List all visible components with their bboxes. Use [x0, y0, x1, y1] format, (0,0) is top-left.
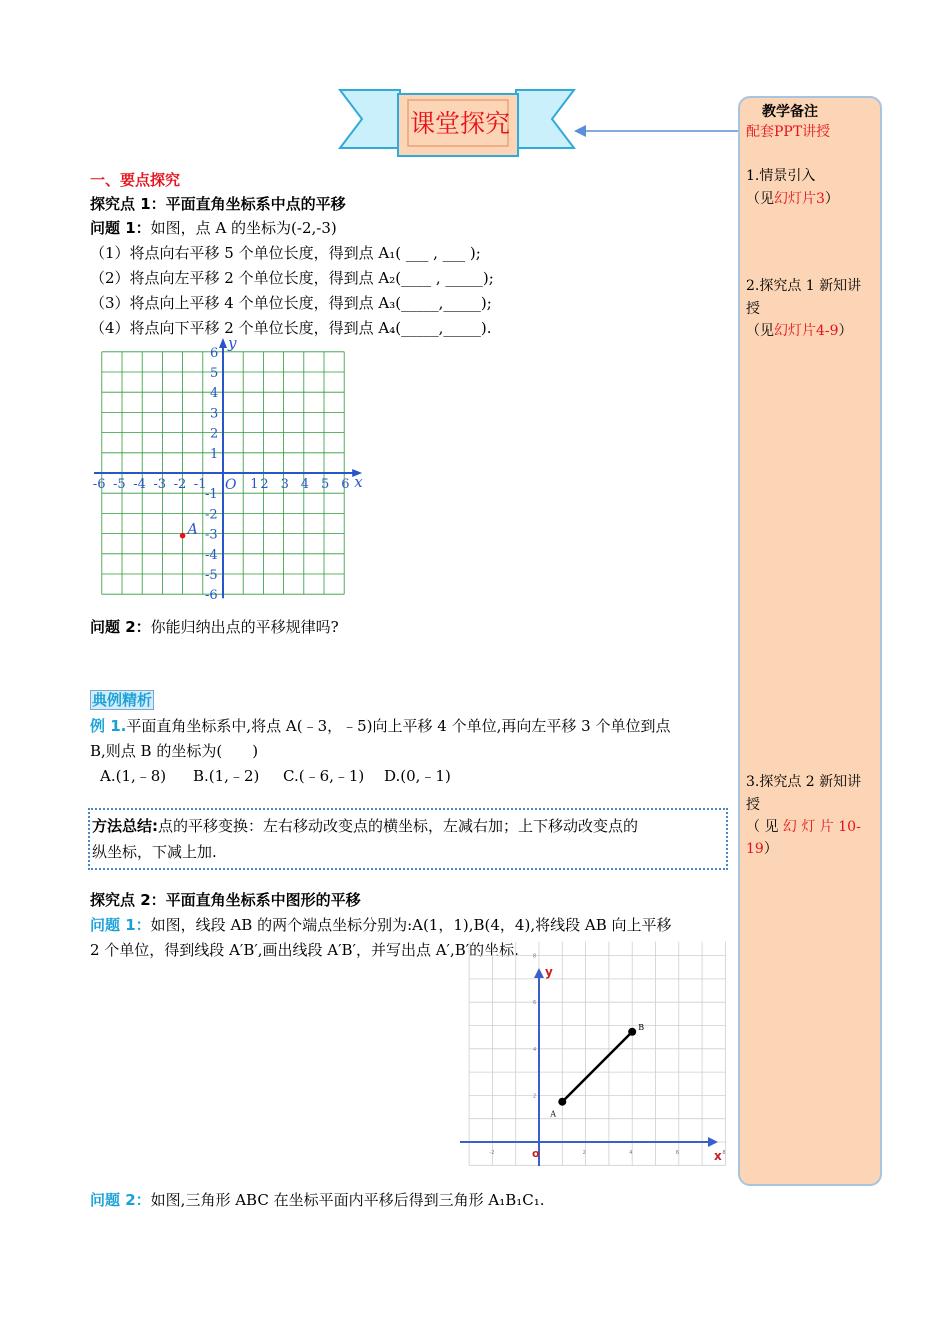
point2-title: 探究点 2：平面直角坐标系中图形的平移	[90, 891, 361, 909]
teaching-notes-sidebar	[738, 96, 882, 1186]
question-1-item: （1）将点向右平移 5 个单位长度，得到点 A₁( ___ , ___ );	[90, 244, 481, 262]
x-axis-label: x	[354, 473, 363, 491]
option-d: D.(0,﹣1)	[384, 767, 451, 785]
option-c: C.(﹣6,﹣1)	[283, 767, 365, 785]
point-a-label: A	[550, 1109, 557, 1119]
y-tick-label: 1	[210, 446, 219, 462]
y-tick-label: -3	[205, 527, 218, 543]
point-a-label: A	[187, 521, 198, 538]
sidebar-heading: 教学备注	[762, 104, 818, 120]
x-tick-label: 6	[341, 477, 350, 492]
point-b	[628, 1028, 636, 1036]
segment-ab	[562, 1032, 632, 1102]
banner-ribbon	[340, 90, 400, 148]
x-tick-label: -2	[489, 1150, 495, 1156]
y-tick-label: 4	[210, 386, 219, 402]
y-axis-label: y	[228, 334, 237, 352]
sidebar-subheading: 配套PPT讲授	[746, 124, 831, 140]
question-2: 问题 2：你能归纳出点的平移规律吗?	[90, 618, 339, 636]
x-tick-label: 6	[675, 1150, 679, 1156]
question-1-item: （4）将点向下平移 2 个单位长度，得到点 A₄(_____,_____).	[90, 319, 492, 337]
y-tick-label: -2	[205, 507, 218, 523]
y-tick-label: 2	[533, 1093, 537, 1100]
y-tick-label: 6	[533, 1000, 537, 1007]
y-tick-label: -1	[205, 487, 218, 503]
x-tick-label: -3	[153, 477, 167, 492]
section2-question-2: 问题 2：如图,三角形 ABC 在坐标平面内平移后得到三角形 A₁B₁C₁.	[90, 1191, 545, 1209]
y-tick-label: 6	[210, 345, 219, 361]
x-tick-label: -2	[173, 477, 187, 492]
x-tick-label: 5	[321, 477, 330, 492]
example-1: 例 1.平面直角坐标系中,将点 A(﹣3，﹣5)向上平移 4 个单位,再向左平移 3 个单位到点	[90, 717, 671, 735]
x-tick-label: -5	[113, 477, 126, 492]
y-axis-arrow	[219, 338, 227, 348]
question-1: 问题 1：如图，点 A 的坐标为(-2,-3)	[90, 219, 337, 237]
x-tick-label: 4	[300, 477, 310, 492]
x-tick-label: 1	[250, 477, 259, 492]
y-tick-label: 5	[210, 366, 219, 381]
y-tick-label: -4	[205, 547, 218, 563]
x-tick-label: 8	[722, 1150, 726, 1156]
point-b-label: B	[638, 1022, 645, 1032]
x-tick-label: -4	[133, 477, 146, 492]
note-2: 2.探究点 1 新知讲 授 （见幻灯片4-9）	[746, 278, 862, 339]
question-1-item: （2）将点向左平移 2 个单位长度，得到点 A₂(____ , _____);	[90, 269, 494, 287]
note-3: 3.探究点 2 新知讲 授 （ 见 幻 灯 片 10- 19）	[746, 774, 862, 857]
note-1: 1.情景引入 （见幻灯片3）	[746, 168, 839, 207]
point-a	[180, 533, 186, 539]
x-tick-label: 4	[629, 1150, 633, 1156]
x-tick-label: -1	[193, 477, 207, 492]
origin-label: o	[532, 1147, 540, 1160]
y-axis-label: y	[545, 965, 553, 979]
section2-question-1-line2: 2 个单位，得到线段 A′B′,画出线段 A′B′，并写出点 A′,B′的坐标.	[90, 941, 519, 959]
example-1-line2: B,则点 B 的坐标为( )	[90, 742, 259, 760]
example-options	[100, 766, 451, 786]
y-tick-label: -5	[205, 568, 218, 583]
question-1-item: （3）将点向上平移 4 个单位长度，得到点 A₃(_____,_____);	[90, 294, 492, 312]
method-summary-box: 方法总结:点的平移变换：左右移动改变点的横坐标，左减右加；上下移动改变点的 纵坐标，下减上加.	[88, 808, 728, 870]
coordinate-grid-2	[460, 953, 730, 1168]
x-tick-label: 3	[280, 477, 289, 492]
y-axis-arrow	[534, 968, 544, 978]
x-tick-label: 2	[260, 477, 269, 492]
x-axis-arrow	[708, 1137, 718, 1147]
x-tick-label: -6	[92, 477, 106, 492]
y-tick-label: 8	[533, 953, 537, 960]
coordinate-grid-1	[90, 334, 370, 604]
y-tick-label: 4	[533, 1046, 537, 1053]
x-tick-label: 2	[582, 1150, 586, 1156]
banner-ribbon	[516, 90, 574, 148]
section2-question-1: 问题 1：如图，线段 AB 的两个端点坐标分别为:A(1，1),B(4，4),将线段 AB 向上平移	[90, 916, 672, 934]
option-a: A.(1,﹣8)	[100, 767, 167, 785]
section-title: 一、要点探究	[90, 171, 181, 189]
y-tick-label: -6	[205, 588, 218, 604]
example-tag: 典例精析	[92, 691, 153, 709]
point1-title: 探究点 1：平面直角坐标系中点的平移	[90, 195, 346, 213]
point-a	[558, 1098, 566, 1106]
option-b: B.(1,﹣2)	[193, 767, 260, 785]
y-tick-label: 2	[210, 426, 219, 442]
x-axis-label: x	[714, 1149, 722, 1163]
origin-label: O	[225, 477, 237, 493]
banner-title: 课堂探究	[409, 109, 510, 138]
y-tick-label: 3	[210, 406, 219, 422]
